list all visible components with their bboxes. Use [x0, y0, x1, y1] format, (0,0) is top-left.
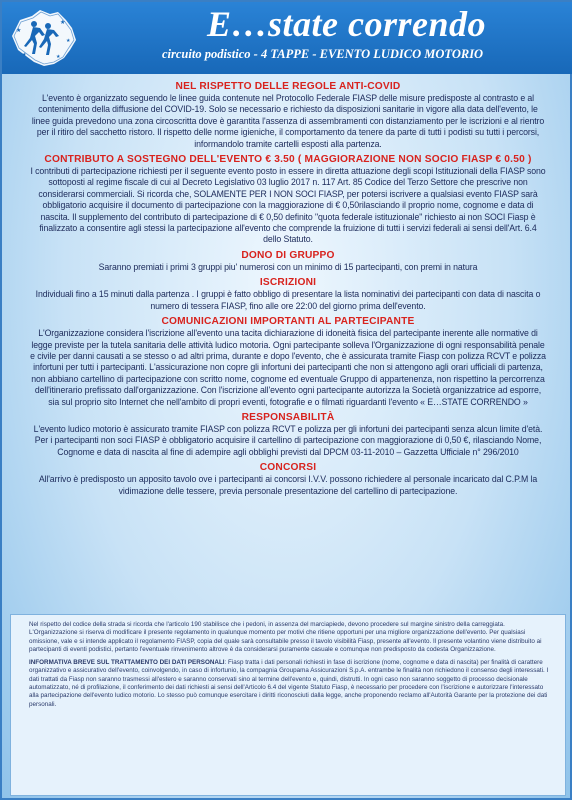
- section-iscrizioni: [30, 276, 546, 312]
- svg-text:★: ★: [16, 27, 22, 34]
- header-banner: [2, 2, 572, 74]
- svg-text:★: ★: [66, 38, 71, 44]
- section-title: ISCRIZIONI: [259, 277, 317, 289]
- section-body: Individuali fino a 15 minuti dalla partenza . I gruppi è fatto obbligo di presentare la lista nominativi dei partecipanti con data di nascita o numero di tessera FIASP, fino alle ore 22:00 del giorno prima dell'evento.: [35, 289, 541, 311]
- section-title: CONTRIBUTO A SOSTEGNO DELL'EVENTO € 3.50 ( MAGGIORAZIONE NON SOCIO FIASP € 0.50 ): [44, 154, 532, 166]
- svg-text:★: ★: [56, 54, 61, 60]
- section-body: Saranno premiati i primi 3 gruppi piu' numerosi con un minimo di 15 partecipanti, con premi in natura: [98, 261, 478, 272]
- section-concorsi: [30, 461, 546, 497]
- section-body: I contributi di partecipazione richiesti per il seguente evento posto in essere in diretta attuazione degli scopi Istituzionali della FIASP sono sottoposti al regime fiscale di cui al Decreto Legislativo 03 luglio 2017 n. 117 Art. 85 Codice del Terzo Settore che prescrive non considerarsi commerciali. Si ricorda che, SOLAMENTE PER I NON SOCI FIASP, per potersi iscrivere a qualsiasi evento FIASP sarà obbligatorio acquisire il documento di partecipazione con la maggiorazione di € 0,50rilasciando il proprio nome, cognome e data di nascita. Il supplemento del contributo di partecipazione di € 0,50 definito "quota federale istituzionale" richiesto ai non SOCI Fiasp è finalizzato a consentire agli stessi la partecipazione all'evento che comprende la fruizione di tutti i servizi federali ai sensi dell'Art. 6.4 dello Statuto.: [30, 166, 546, 245]
- svg-text:★: ★: [22, 52, 27, 58]
- privacy-body: : Fiasp tratta i dati personali richiesti in fase di iscrizione (nome, cognome e data di nascita) per finalità di carattere organizzativo e assicurativo dell'evento, coinvolgendo, in caso di infortunio, la compagnia Groupama Assicurazioni S.p.A. entrambe le finalità non richiedono il consenso degli interessati. I dati trattati da Fiasp non saranno trasmessi all'estero e saranno conservati sino al termine dell'evento e, quindi, distrutti. In ogni caso non saranno soggetto di processo decisionale automatizzato, né di profilazione, il conferimento dei dati richiesti ai sensi dell'Articolo 6.4 del vigente Statuto Fiasp, è necessario per procedere con l'iscrizione e autorizzare l'interessato alla partecipazione dell'evento ludico motorio. Lo stesso può comunque esercitare i diritti riconosciuti dalla legge, anche proponendo reclamo all'Autorità Garante per la protezione dei dati personali.: [29, 659, 549, 708]
- section-comunicazioni: [30, 315, 546, 408]
- main-content: [30, 80, 546, 500]
- section-contributo: [30, 153, 546, 246]
- svg-text:★: ★: [60, 19, 66, 26]
- section-title: NEL RISPETTO DELLE REGOLE ANTI-COVID: [175, 81, 401, 92]
- section-body: L'evento ludico motorio è assicurato tramite FIASP con polizza RCVT e polizza per gli infortuni dei partecipanti senza alcun limite d'età. Per i partecipanti non soci FIASP è obbligatorio acquisire il cartellino di partecipazione con maggiorazione di 0,50 €, rilasciando Nome, Cognome e data di nascita al fine di adempire agli obblighi previsti dal DPCM 03-11-2010 – Gazzetta Ufficiale n° 296/2010: [33, 423, 543, 457]
- section-dono-di-gruppo: [30, 249, 546, 273]
- section-title: RESPONSABILITÀ: [241, 411, 335, 423]
- section-body: L'Organizzazione considera l'iscrizione all'evento una tacita dichiarazione di idoneità fisica del partecipante inerente alle normative di legge previste per la tutela sanitaria delle attività ludico motoria. Ogni partecipante solleva l'Organizzazione di ogni responsabilità penale e civile per danni causati a se stesso o ad altri prima, durante e dopo l'evento, che è assicurata tramite Fiasp con polizza RCVT e polizza infortuni per tutti i partecipanti. L'assicurazione non copre gli infortuni dei partecipanti che non si attengono agli orari ufficiali di partenza, non abbiano cartellino di partecipazione con scritto nome, cognome ed eventuale Gruppo di appartenenza, non rispettino la percorrenza dell'itinerario prefissato dall'organizzazione. Con l'iscrizione all'evento ogni partecipante autorizza la Società organizzatrice ad esporre, sia sul proprio sito Internet che nell'ambito di propri eventi, fotografie e o filmati riguardanti l'evento « E…STATE CORRENDO »: [30, 328, 546, 407]
- section-anti-covid: [30, 80, 546, 150]
- section-body: L'evento è organizzato seguendo le linee guida contenute nel Protocollo Federale FIASP delle misure predisposte al contrasto e al contenimento della diffusione del COVID-19. Solo se necessario e richiesto da disposizioni sanitarie in vigore alla data dell'evento, le linee guida prevedono una zona circoscritta dove è garantita l'assenza di assembramenti con distanziamento per le iscrizioni e al rientro per il ritiro del sacchetto ristoro. Il rispetto delle norme igieniche, il comportamento da tenere da parte di tutti i podisti su tutti i percorsi, informandolo tramite cartelli esposti alla partenza.: [31, 93, 545, 149]
- page-title: E…state correndo: [207, 4, 487, 44]
- page-subtitle: circuito podistico - 4 TAPPE - EVENTO LUDICO MOTORIO: [162, 47, 484, 61]
- section-title: DONO DI GRUPPO: [241, 249, 335, 261]
- section-body: All'arrivo è predisposto un apposito tavolo ove i partecipanti ai concorsi I.V.V. possono richiedere al personale incaricato dal C.P.M la vidimazione delle tessere, previa personale presentazione del cartellino di partecipazione.: [38, 474, 538, 496]
- footer-notice-box: [10, 614, 566, 796]
- runners-region-logo-icon: [6, 6, 80, 70]
- section-title: CONCORSI: [259, 462, 317, 474]
- section-responsabilita: [30, 411, 546, 458]
- privacy-heading: INFORMATIVA BREVE SUL TRATTAMENTO DEI DATI PERSONALI: [29, 659, 225, 667]
- section-title: COMUNICAZIONI IMPORTANTI AL PARTECIPANTE: [161, 316, 415, 328]
- footer-regulation-text: Nel rispetto del codice della strada si ricorda che l'articolo 190 stabilisce che i pedoni, in assenza del marciapiede, devono procedere sul margine sinistro della carreggiata. L'Organizzazione si riserva di modificare il presente regolamento in qualunque momento per motivi che ritiene opportuni per una migliore organizzazione dell'evento. Per qualsiasi omissione, vale e si intende applicato il regolamento FIASP, copia del quale sarà consultabile presso il tavolo visibilità Fiasp, presente all'evento. Il presente volantino viene distribuito ai partecipanti di eventi podistici, pertanto l'eventuale rinvenimento altrove è da considerarsi puramente casuale e comunque non predisposto da codesta Organizzazione.: [29, 621, 542, 653]
- footer-privacy-text: [29, 659, 553, 709]
